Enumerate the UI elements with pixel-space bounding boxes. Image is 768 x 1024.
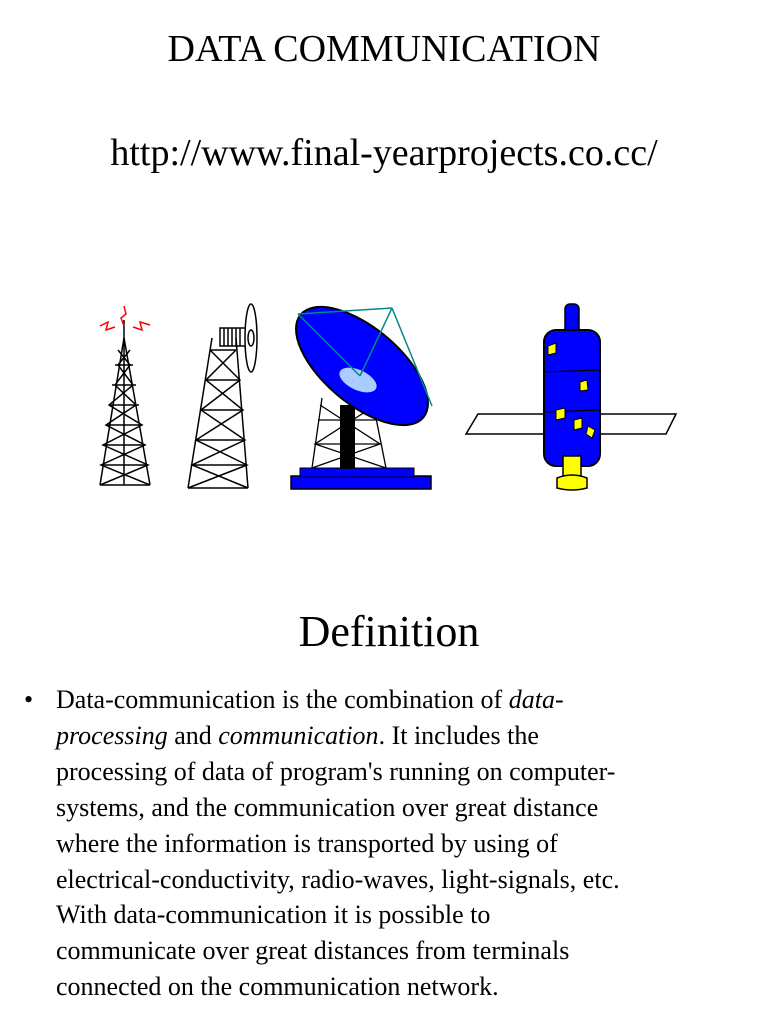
bullet-marker: • [24,685,34,714]
microwave-tower-icon [188,304,257,488]
paragraph-line: connected on the communication network. [56,972,499,1002]
page-title: DATA COMMUNICATION [167,28,601,70]
emphasis-term: communication [218,720,379,750]
paragraph-line: With data-communication it is possible to [56,900,491,930]
paragraph-line: electrical-conductivity, radio-waves, light-signals, etc. [56,864,620,894]
paragraph-line: where the information is transported by using of [56,828,558,858]
paragraph-line: Data-communication is the combination of data- [56,685,564,714]
paragraph-line: processing of data of program's running on computer- [56,756,616,786]
paragraph-line: processing and communication. It includes the [56,720,539,750]
paragraph-line: communicate over great distances from terminals [56,936,570,966]
emphasis-term: data- [508,685,564,714]
definition-paragraph [56,682,746,1005]
radio-signal-icon [100,306,150,330]
paragraph-line: systems, and the communication over great distance [56,792,599,822]
source-url: http://www.final-yearprojects.co.cc/ [110,132,658,174]
definition-heading: Definition [298,607,480,656]
satellite-icon [466,304,676,490]
satellite-dish-icon [276,298,447,489]
emphasis-term: processing [56,720,168,750]
radio-tower-icon [100,320,150,485]
communication-illustration [90,298,690,498]
